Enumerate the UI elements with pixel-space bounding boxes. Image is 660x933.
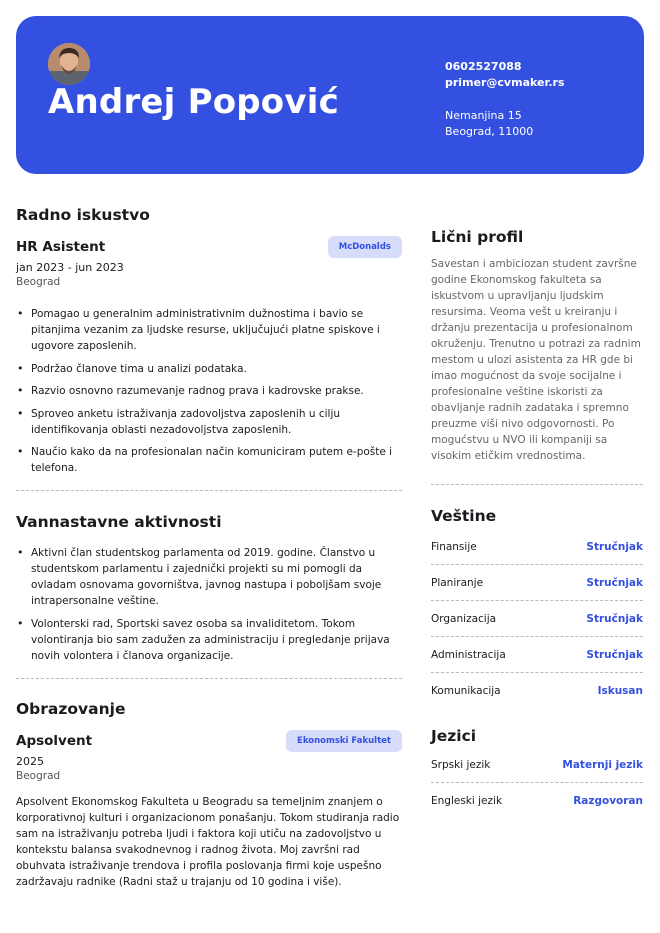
- job-header: [16, 236, 402, 258]
- left-column: [16, 206, 402, 890]
- candidate-name: Andrej Popović: [48, 82, 339, 122]
- skill-name: Administracija: [431, 648, 506, 661]
- degree-title: Apsolvent: [16, 732, 93, 749]
- skill-row: [431, 565, 643, 601]
- section-title-skills: Veštine: [431, 507, 497, 525]
- education-description: Apsolvent Ekonomskog Fakulteta u Beogradu sa temeljnim znanjem o korporativnoj kulturi i organizacionom ponašanju. Tokom studiranja radio sam na istraživanju potreba ljudi i faktora koji utiču na zadovoljstvo u kontekstu balansa svakodnevnog i radnog života. Moj završni rad obuhvata istraživanje trendova i profila poslovanja firmi koje uspešno zadržavaju radnike (Radni staž u trajanju od 10 godina i više).: [16, 795, 400, 888]
- contact-info: [445, 59, 564, 140]
- skill-row: [431, 673, 643, 709]
- list-item: • Sproveo anketu istraživanja zadovoljstva zaposlenih u cilju identifikovanja oblasti nezadovoljstva zaposlenih.: [16, 406, 402, 438]
- phone-number[interactable]: 0602527088: [445, 60, 522, 73]
- right-column: [431, 228, 643, 819]
- section-title-experience: Radno iskustvo: [16, 206, 150, 224]
- skills-section: [431, 507, 643, 709]
- list-item: • Volonterski rad, Sportski savez osoba sa invaliditetom. Tokom volontiranja bio sam zadužen za administraciju i pregledanje prijava novih volontera i članova organizacije.: [16, 616, 402, 664]
- skill-level: Stručnjak: [586, 612, 643, 625]
- job-dates: jan 2023 - jun 2023: [16, 261, 124, 274]
- language-level: Razgovoran: [573, 795, 643, 807]
- section-title-languages: Jezici: [431, 727, 477, 745]
- language-name: Engleski jezik: [431, 795, 503, 807]
- language-row: [431, 747, 643, 783]
- skill-row: [431, 529, 643, 565]
- section-title-education: Obrazovanje: [16, 699, 126, 718]
- list-item: • Podržao članove tima u analizi podataka.: [16, 361, 402, 377]
- languages-section: [431, 727, 643, 819]
- education-year: 2025: [16, 754, 44, 768]
- education-location: Beograd: [16, 769, 61, 782]
- job-bullets: [16, 306, 402, 476]
- list-item: • Pomagao u generalnim administrativnim dužnostima i bavio se pitanjima vezanim za ljudske resurse, uključujući platne spiskove i ugovore zaposlenih.: [16, 306, 402, 354]
- job-location: Beograd: [16, 276, 61, 288]
- divider: [16, 490, 402, 491]
- experience-section: [16, 206, 402, 476]
- skill-name: Planiranje: [431, 576, 484, 589]
- skill-row: [431, 637, 643, 673]
- profile-section: [431, 228, 643, 464]
- education-section: [16, 700, 402, 890]
- skill-name: Organizacija: [431, 612, 497, 625]
- language-name: Srpski jezik: [431, 758, 491, 771]
- company-badge: McDonalds: [328, 236, 402, 258]
- list-item: • Razvio osnovno razumevanje radnog prava i kadrovske prakse.: [16, 383, 402, 399]
- job-title: HR Asistent: [16, 239, 106, 255]
- divider: [431, 484, 643, 485]
- section-title-profile: Lični profil: [431, 228, 524, 246]
- section-title-extracurricular: Vannastavne aktivnosti: [16, 513, 222, 531]
- skill-level: Iskusan: [597, 685, 643, 697]
- address-line-2: Beograd, 11000: [445, 125, 534, 138]
- skill-name: Finansije: [431, 540, 477, 553]
- cv-header: [16, 16, 644, 174]
- skill-name: Komunikacija: [431, 685, 501, 697]
- skill-row: [431, 601, 643, 637]
- list-item: • Aktivni član studentskog parlamenta od 2019. godine. Članstvo u studentskom parlamentu i zajednički projekti su mi pomogli da ovladam osnovama govorništva, javnog nastupa i poboljšam svoje intrapersonalne veštine.: [16, 545, 402, 609]
- divider: [16, 678, 402, 679]
- language-level: Maternji jezik: [562, 758, 643, 771]
- profile-text: Savestan i ambiciozan student završne godine Ekonomskog fakulteta sa iskustvom u upravljanju ljudskim resursima. Veoma vešt u kreiranju i držanju prezentacija u profesionalnom okruženju. Trenutno u potrazi za radnim mestom u ulozi asistenta za HR gde bi imao mogućnost da svoje socijalne i profesionalne veštine iskoristi za obavljanje radnih zadataka i spremno preuzme viši nivo odgovornosti. Po mogućstvu u NVO ili kompaniji sa visokim etičkim vrednostima.: [431, 258, 641, 462]
- skill-level: Stručnjak: [586, 576, 643, 589]
- language-row: [431, 783, 643, 819]
- skill-level: Stručnjak: [586, 648, 643, 661]
- profile-photo: [48, 43, 90, 85]
- address-line-1: Nemanjina 15: [445, 109, 522, 122]
- education-header: [16, 730, 402, 752]
- skill-level: Stručnjak: [586, 540, 643, 553]
- extracurricular-bullets: [16, 545, 402, 664]
- list-item: • Naučio kako da na profesionalan način komuniciram putem e-pošte i telefona.: [16, 444, 402, 476]
- email-address[interactable]: primer@cvmaker.rs: [445, 76, 565, 89]
- school-badge: Ekonomski Fakultet: [286, 730, 402, 752]
- extracurricular-section: [16, 513, 402, 664]
